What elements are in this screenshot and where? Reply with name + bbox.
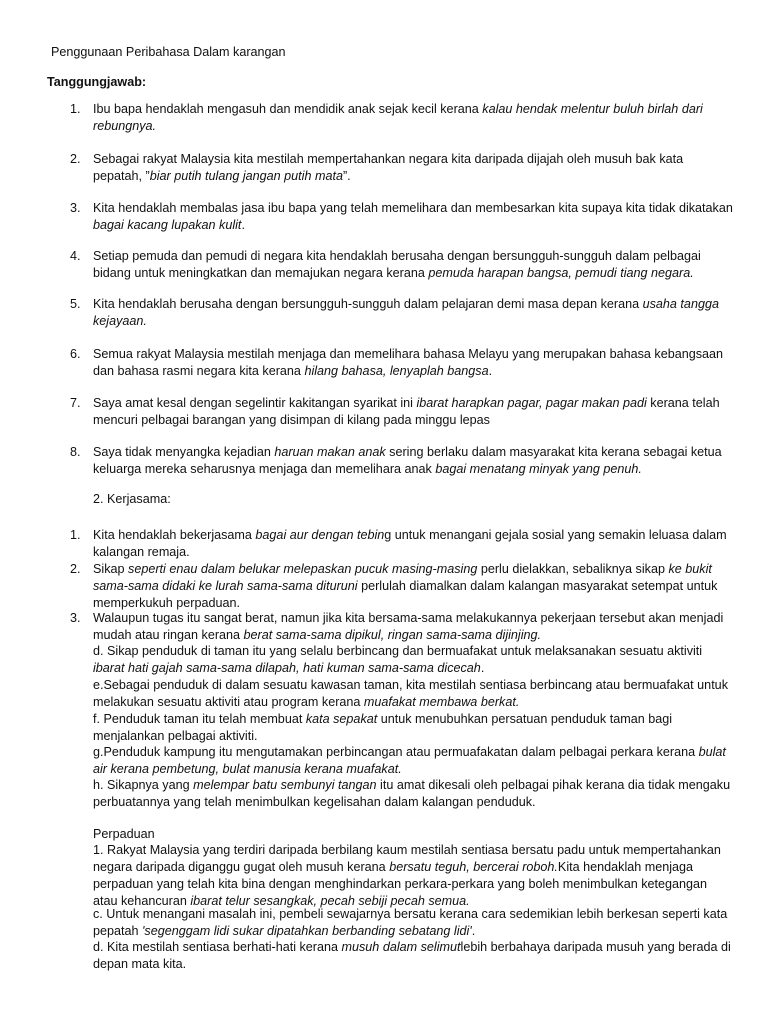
list-item: Kita hendaklah bekerjasama bagai aur dengan tebing untuk menangani gejala sosial yang semakin leluasa dalam kalangan remaja. — [93, 528, 727, 559]
list-item: Kita hendaklah membalas jasa ibu bapa yang telah memelihara dan membesarkan kita supaya kita tidak dikatakan bagai kacang lupakan kulit. — [93, 201, 733, 232]
section-heading-perpaduan: Perpaduan — [93, 827, 155, 841]
list-item: Semua rakyat Malaysia mestilah menjaga dan memelihara bahasa Melayu yang merupakan bahasa kebangsaan dan bahasa rasmi negara kita kerana hilang bahasa, lenyaplah bangsa. — [93, 347, 724, 378]
list-item: Walaupun tugas itu sangat berat, namun jika kita bersama-sama melakukannya pekerjaan tersebut akan menjadi mudah atau ringan kerana berat sama-sama dipikul, ringan sama-sama dijinjing. — [93, 611, 724, 642]
list-item-number: 6. — [70, 347, 81, 361]
list-item: Sikap seperti enau dalam belukar melepaskan pucuk masing-masing perlu dielakkan, sebaliknya sikap ke bukit sama-sama didaki ke lurah sama-sama dituruni perlulah diamalkan dalam kalangan masyarakat setempat untuk memperkukuh perpaduan. — [93, 562, 718, 610]
list-item: Ibu bapa hendaklah mengasuh dan mendidik anak sejak kecil kerana kalau hendak melentur buluh birlah dari rebungnya. — [93, 102, 703, 133]
list-item-number: 8. — [70, 445, 81, 459]
paragraph-perpaduan-1: 1. Rakyat Malaysia yang terdiri daripada berbilang kaum mestilah sentiasa bersatu padu untuk mempertahankan negara daripada diganggu gugat oleh musuh kerana bersatu teguh, bercerai roboh.Kita hendaklah menjaga perpaduan yang telah kita bina dengan menghindarkan perkara-perkara yang boleh menimbulkan ketegangan atau kehancuran ibarat telur sesangkak, pecah sebiji pecah semua. — [93, 843, 721, 908]
list-item-number: 3. — [70, 611, 81, 625]
list-item-number: 3. — [70, 201, 81, 215]
paragraph-perpaduan-c: c. Untuk menangani masalah ini, pembeli sewajarnya bersatu kerana cara sedemikian lebih berkesan seperti kata pepatah 'segenggam lidi sukar dipatahkan berbanding sebatang lidi'. — [93, 907, 728, 938]
list-item-number: 4. — [70, 249, 81, 263]
list-item-number: 1. — [70, 528, 81, 542]
page-title: Penggunaan Peribahasa Dalam karangan — [51, 45, 286, 59]
list-item: Sebagai rakyat Malaysia kita mestilah mempertahankan negara kita daripada dijajah oleh musuh bak kata pepatah, ”biar putih tulang jangan putih mata”. — [93, 152, 684, 183]
section-heading-kerjasama: 2. Kerjasama: — [93, 492, 171, 506]
paragraph-perpaduan-d: d. Kita mestilah sentiasa berhati-hati kerana musuh dalam selimutlebih berbahaya daripada musuh yang berada di depan mata kita. — [93, 940, 731, 971]
list-item-number: 2. — [70, 152, 81, 166]
list-item: Kita hendaklah berusaha dengan bersungguh-sungguh dalam pelajaran demi masa depan kerana usaha tangga kejayaan. — [93, 297, 719, 328]
list-item: Saya amat kesal dengan segelintir kakitangan syarikat ini ibarat harapkan pagar, pagar makan padi kerana telah mencuri pelbagai barangan yang disimpan di kilang pada minggu lepas — [93, 396, 720, 427]
list-item-number: 5. — [70, 297, 81, 311]
list-item: Saya tidak menyangka kejadian haruan makan anak sering berlaku dalam masyarakat kita kerana sebagai ketua keluarga mereka seharusnya menjaga dan memelihara anak bagai menatang minyak yang penuh. — [93, 445, 722, 476]
list-item-number: 2. — [70, 562, 81, 576]
paragraph-e: e.Sebagai penduduk di dalam sesuatu kawasan taman, kita mestilah sentiasa berbincang atau bermuafakat untuk melakukan sesuatu aktiviti atau program kerana muafakat membawa berkat. — [93, 678, 728, 709]
paragraph-g: g.Penduduk kampung itu mengutamakan perbincangan atau permuafakatan dalam pelbagai perkara kerana bulat air kerana pembetung, bulat manusia kerana muafakat. — [93, 745, 726, 776]
list-item: Setiap pemuda dan pemudi di negara kita hendaklah berusaha dengan bersungguh-sungguh dalam pelbagai bidang untuk meningkatkan dan memajukan negara kerana pemuda harapan bangsa, pemudi tiang negara. — [93, 249, 701, 280]
list-item-number: 1. — [70, 102, 81, 116]
paragraph-f: f. Penduduk taman itu telah membuat kata sepakat untuk menubuhkan persatuan penduduk taman bagi menjalankan pelbagai aktiviti. — [93, 712, 673, 743]
list-item-number: 7. — [70, 396, 81, 410]
section-heading-tanggungjawab: Tanggungjawab: — [47, 75, 147, 89]
paragraph-d: d. Sikap penduduk di taman itu yang selalu berbincang dan bermuafakat untuk melaksanakan sesuatu aktiviti ibarat hati gajah sama-sama dilapah, hati kuman sama-sama dicecah. — [93, 644, 703, 675]
paragraph-h: h. Sikapnya yang melempar batu sembunyi tangan itu amat dikesali oleh pelbagai pihak kerana dia tidak mengaku perbuatannya yang telah menimbulkan kegelisahan dalam kalangan penduduk. — [93, 778, 731, 809]
